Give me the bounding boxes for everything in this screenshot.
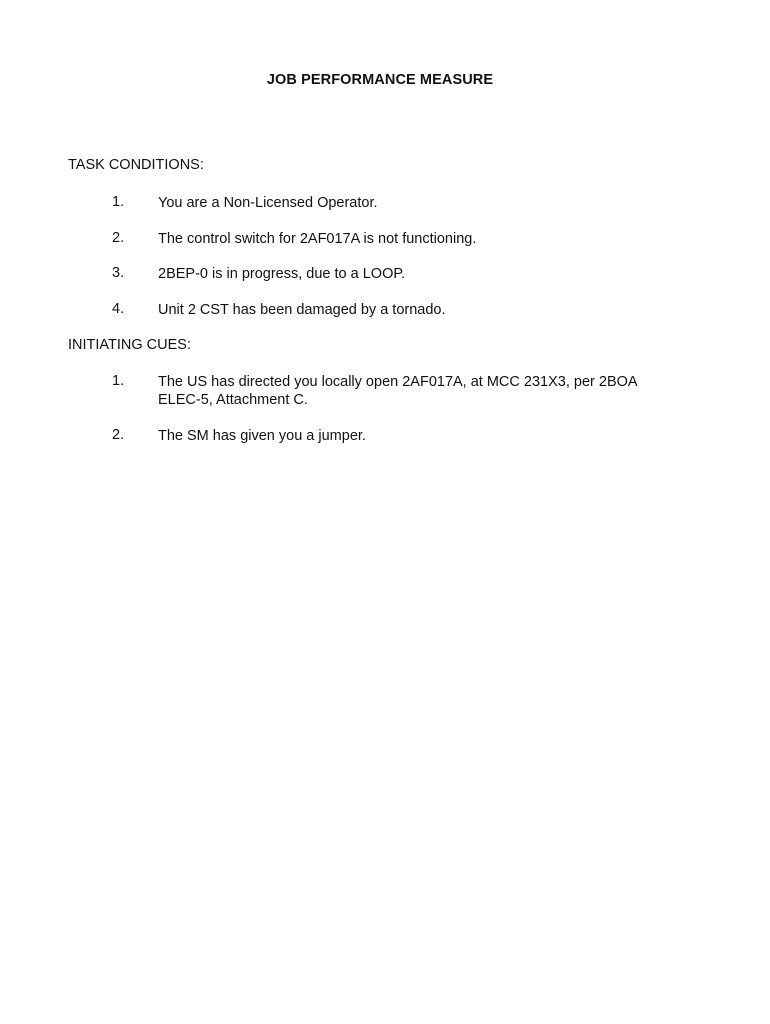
document-title: JOB PERFORMANCE MEASURE bbox=[266, 72, 494, 88]
item-text: The control switch for 2AF017A is not functioning. bbox=[158, 230, 477, 247]
list-item bbox=[0, 427, 770, 463]
item-text: The SM has given you a jumper. bbox=[158, 428, 366, 444]
item-number: 2. bbox=[112, 229, 125, 246]
task-conditions-heading: TASK CONDITIONS: bbox=[68, 157, 204, 173]
task-conditions-list bbox=[0, 194, 770, 336]
initiating-cues-heading: INITIATING CUES: bbox=[68, 337, 191, 353]
item-text: The US has directed you locally open 2AF017A, at MCC 231X3, per 2BOA ELEC-5, Attachment C. bbox=[158, 374, 637, 408]
item-number: 1. bbox=[112, 194, 125, 210]
item-text: 2BEP-0 is in progress, due to a LOOP. bbox=[158, 266, 406, 282]
item-text: Unit 2 CST has been damaged by a tornado. bbox=[158, 301, 446, 318]
list-item bbox=[0, 265, 770, 301]
item-text: You are a Non-Licensed Operator. bbox=[158, 195, 378, 211]
list-item bbox=[0, 301, 770, 337]
list-item bbox=[0, 230, 770, 266]
item-number: 2. bbox=[112, 427, 125, 443]
list-item bbox=[0, 194, 770, 230]
item-number: 1. bbox=[112, 373, 125, 389]
list-item bbox=[0, 373, 770, 427]
item-number: 4. bbox=[112, 300, 125, 317]
initiating-cues-list bbox=[0, 373, 770, 463]
item-number: 3. bbox=[112, 265, 125, 281]
